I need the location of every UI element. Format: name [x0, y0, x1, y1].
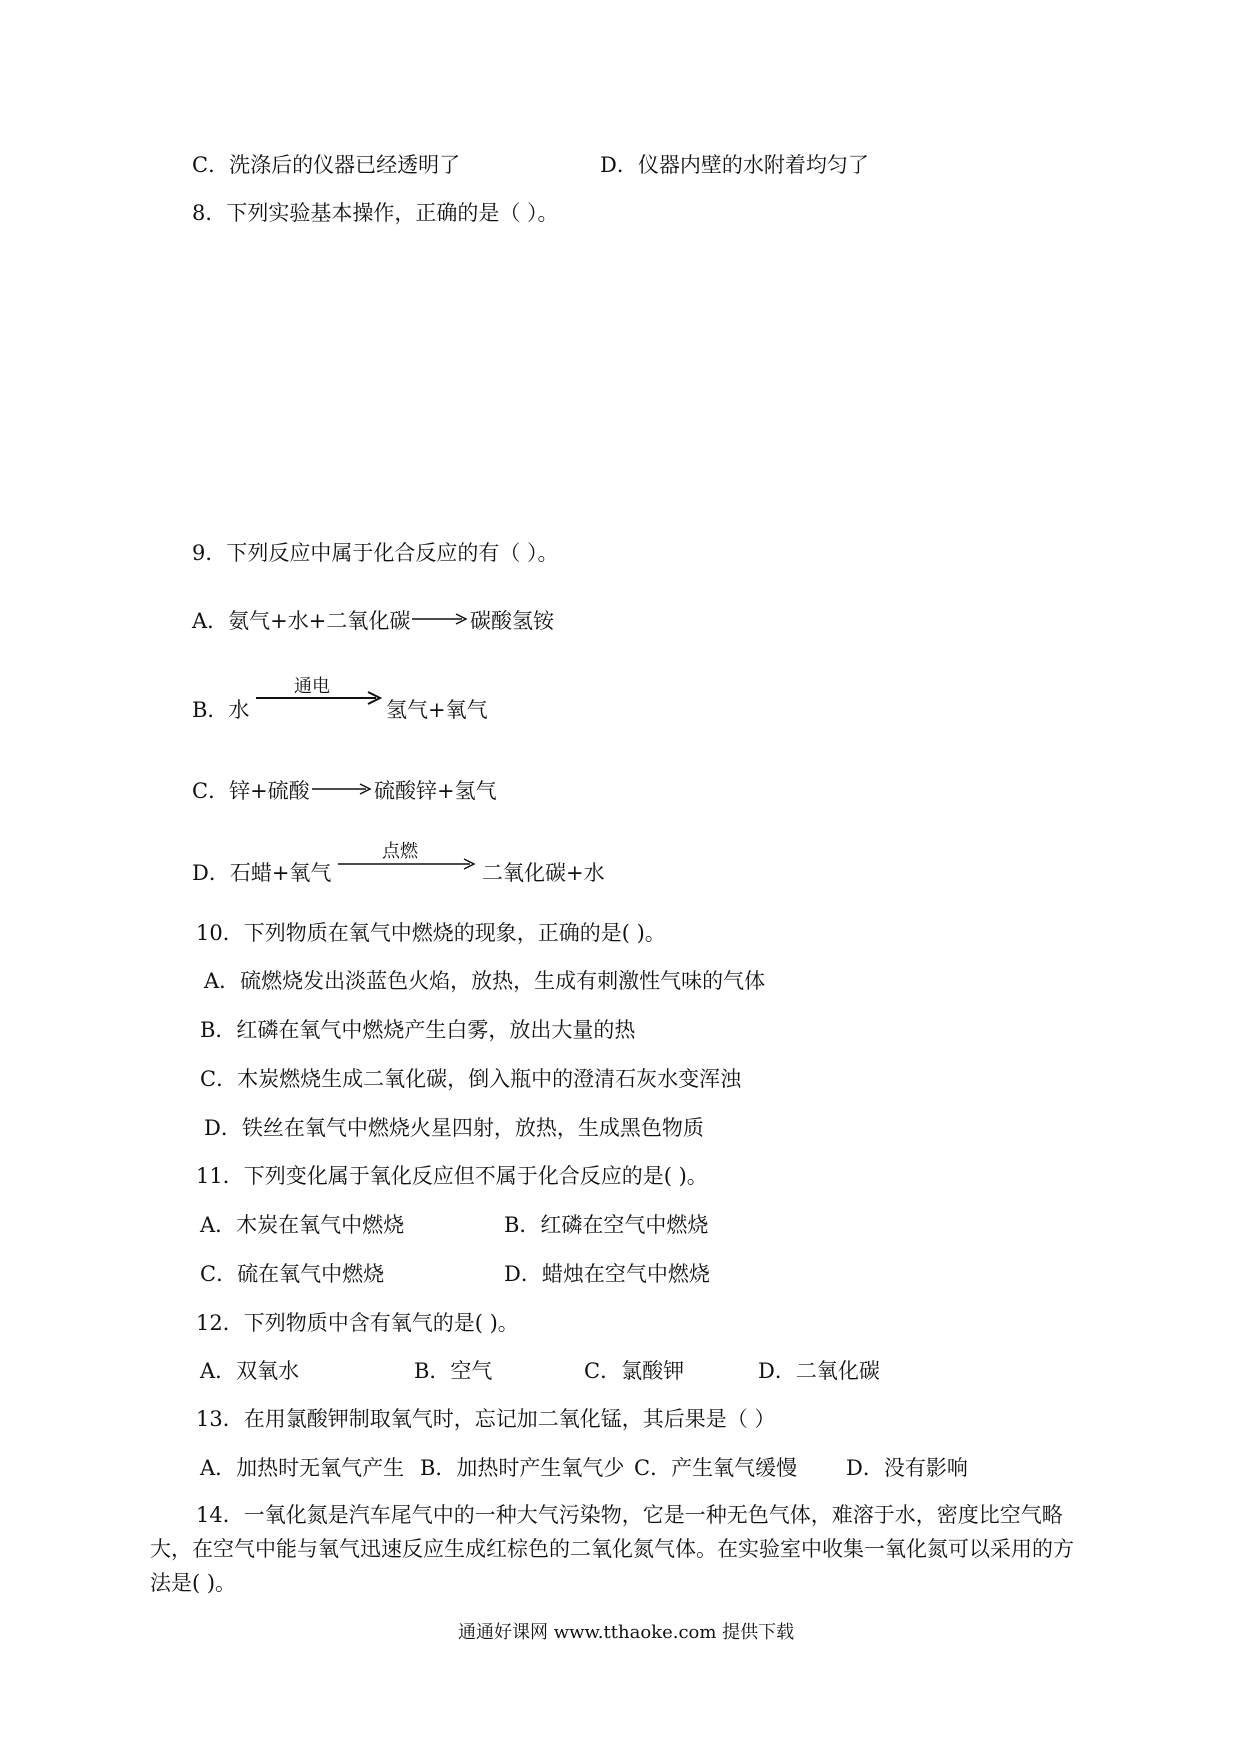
q9-option-d-condition: 点燃: [382, 841, 418, 862]
q10-option-a: A．硫燃烧发出淡蓝色火焰，放热，生成有刺激性气味的气体: [204, 969, 766, 993]
q10-option-d: D．铁丝在氧气中燃烧火星四射，放热，生成黑色物质: [204, 1116, 704, 1140]
q10-stem: 10．下列物质在氧气中燃烧的现象，正确的是( )。: [196, 921, 666, 945]
q13-option-c: C．产生氧气缓慢: [634, 1456, 798, 1480]
q9-option-d-right: 二氧化碳+水: [482, 861, 605, 885]
q12-stem: 12．下列物质中含有氧气的是( )。: [196, 1311, 519, 1335]
q9-option-a-right: 碳酸氢铵: [470, 609, 554, 633]
q9-option-b-arrow: [256, 690, 384, 706]
q7-option-c: C．洗涤后的仪器已经透明了: [192, 153, 461, 177]
q9-option-d-left: D．石蜡+氧气: [192, 861, 332, 885]
q13-option-a: A．加热时无氧气产生: [200, 1456, 405, 1480]
q9-option-b-condition: 通电: [294, 676, 330, 697]
q11-option-d: D．蜡烛在空气中燃烧: [504, 1262, 710, 1286]
q12-option-b: B．空气: [414, 1359, 493, 1383]
q9-option-c-arrow: [312, 782, 372, 796]
q12-option-a: A．双氧水: [200, 1359, 300, 1383]
q11-option-c: C．硫在氧气中燃烧: [200, 1262, 385, 1286]
q9-stem: 9．下列反应中属于化合反应的有（ ）。: [192, 541, 559, 565]
q9-option-b-right: 氢气+氧气: [386, 698, 488, 722]
q9-option-b-left: B．水: [192, 698, 250, 722]
q12-option-c: C．氯酸钾: [584, 1359, 685, 1383]
q13-stem: 13．在用氯酸钾制取氧气时，忘记加二氧化锰，其后果是（ ）: [196, 1407, 776, 1431]
q13-option-b: B．加热时产生氧气少: [420, 1456, 625, 1480]
q13-option-d: D．没有影响: [846, 1456, 968, 1480]
q9-option-c-left: C．锌+硫酸: [192, 779, 310, 803]
q11-option-a: A．木炭在氧气中燃烧: [200, 1213, 405, 1237]
q7-option-d: D．仪器内壁的水附着均匀了: [600, 153, 869, 177]
q11-stem: 11．下列变化属于氧化反应但不属于化合反应的是( )。: [196, 1164, 708, 1188]
q12-option-d: D．二氧化碳: [758, 1359, 880, 1383]
q9-option-c-right: 硫酸锌+氢气: [374, 779, 497, 803]
q9-option-d-arrow: [338, 856, 478, 872]
page-footer: 通通好课网 www.tthaoke.com 提供下载: [458, 1622, 795, 1643]
q10-option-c: C．木炭燃烧生成二氧化碳，倒入瓶中的澄清石灰水变浑浊: [200, 1067, 742, 1091]
q11-option-b: B．红磷在空气中燃烧: [504, 1213, 709, 1237]
q14-paragraph: 14．一氧化氮是汽车尾气中的一种大气污染物，它是一种无色气体，难溶于水，密度比空气略大，在空气中能与氧气迅速反应生成红棕色的二氧化氮气体。在实验室中收集一氧化氮可以采用的方法是( )。: [150, 1503, 1074, 1595]
q8-stem: 8．下列实验基本操作，正确的是（ ）。: [192, 201, 559, 225]
q10-option-b: B．红磷在氧气中燃烧产生白雾，放出大量的热: [200, 1018, 636, 1042]
q9-option-a-left: A．氨气+水+二氧化碳: [192, 609, 411, 633]
q9-option-a-arrow: [412, 612, 468, 626]
